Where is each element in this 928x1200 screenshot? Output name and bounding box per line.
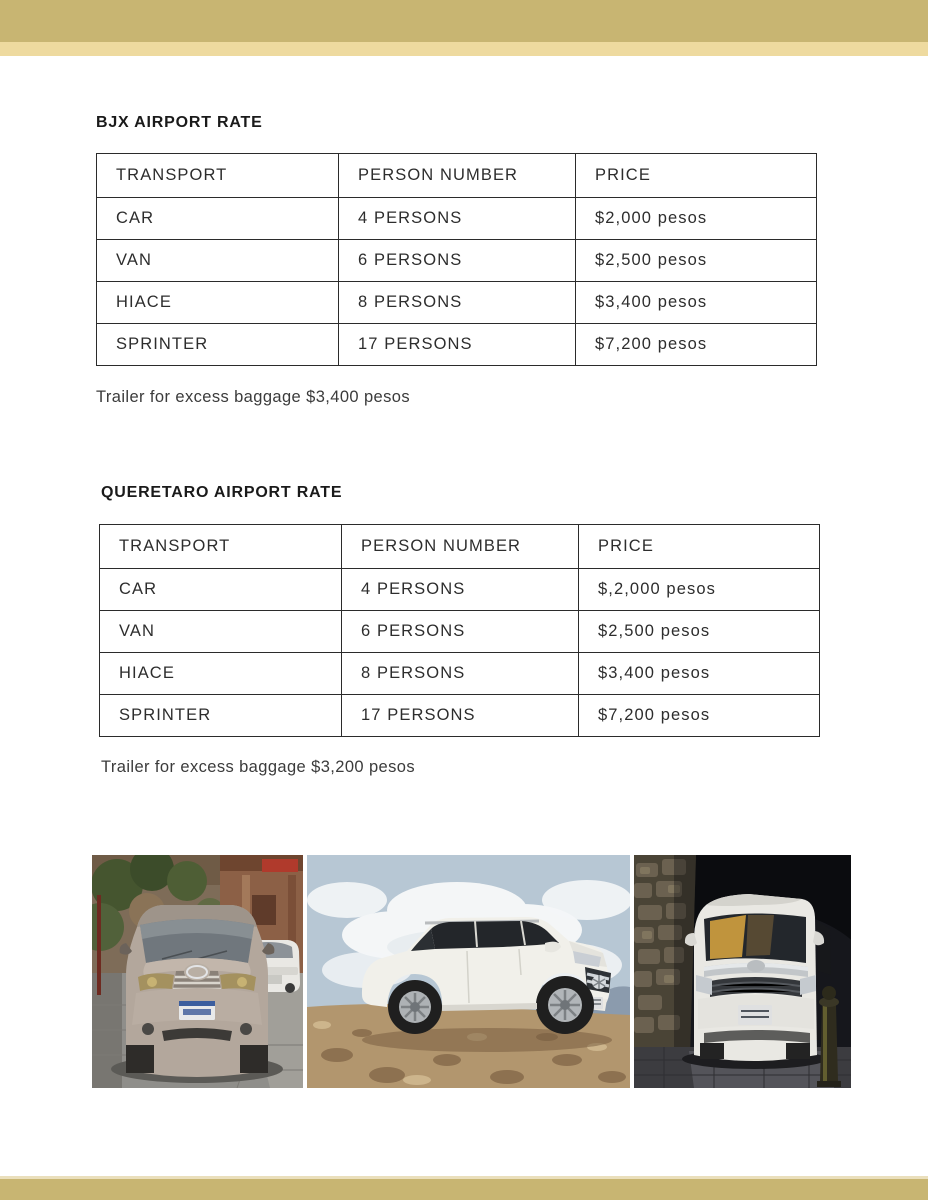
white-van-tunnel-photo <box>634 855 851 1088</box>
cell-price: $3,400 pesos <box>579 653 820 695</box>
cell-persons: 4 PERSONS <box>339 198 576 240</box>
bjx-rate-table <box>96 153 817 366</box>
cell-transport: SPRINTER <box>100 695 342 737</box>
cell-persons: 4 PERSONS <box>342 569 579 611</box>
table-header-row <box>100 525 820 569</box>
cell-price: $7,200 pesos <box>579 695 820 737</box>
table-row <box>100 653 820 695</box>
table-row <box>97 324 817 366</box>
table-row <box>100 695 820 737</box>
table-row <box>97 240 817 282</box>
column-header-price: PRICE <box>576 154 817 198</box>
cell-persons: 17 PERSONS <box>342 695 579 737</box>
section-title-bjx: BJX AIRPORT RATE <box>96 114 263 131</box>
cell-price: $,2,000 pesos <box>579 569 820 611</box>
trailer-note-bjx: Trailer for excess baggage $3,400 pesos <box>96 388 411 406</box>
cell-persons: 6 PERSONS <box>339 240 576 282</box>
bottom-gold-band <box>0 1179 928 1200</box>
cell-price: $2,500 pesos <box>579 611 820 653</box>
cell-transport: VAN <box>97 240 339 282</box>
column-header-price: PRICE <box>579 525 820 569</box>
cell-transport: CAR <box>97 198 339 240</box>
cell-transport: VAN <box>100 611 342 653</box>
column-header-transport: TRANSPORT <box>97 154 339 198</box>
cell-persons: 17 PERSONS <box>339 324 576 366</box>
cell-transport: HIACE <box>100 653 342 695</box>
column-header-person-number: PERSON NUMBER <box>339 154 576 198</box>
table-row <box>97 282 817 324</box>
cell-persons: 8 PERSONS <box>339 282 576 324</box>
table-row <box>100 569 820 611</box>
cell-price: $3,400 pesos <box>576 282 817 324</box>
vehicle-photos-row <box>92 855 851 1088</box>
cell-transport: HIACE <box>97 282 339 324</box>
column-header-person-number: PERSON NUMBER <box>342 525 579 569</box>
top-gold-band <box>0 0 928 42</box>
top-light-gold-band <box>0 42 928 56</box>
cell-price: $2,500 pesos <box>576 240 817 282</box>
cell-price: $7,200 pesos <box>576 324 817 366</box>
table-header-row <box>97 154 817 198</box>
section-title-queretaro: QUERETARO AIRPORT RATE <box>101 484 343 501</box>
queretaro-rate-table <box>99 524 820 737</box>
table-row <box>100 611 820 653</box>
silver-minivan-street-photo <box>92 855 303 1088</box>
cell-persons: 6 PERSONS <box>342 611 579 653</box>
cell-transport: SPRINTER <box>97 324 339 366</box>
cell-persons: 8 PERSONS <box>342 653 579 695</box>
table-row <box>97 198 817 240</box>
cell-transport: CAR <box>100 569 342 611</box>
column-header-transport: TRANSPORT <box>100 525 342 569</box>
cell-price: $2,000 pesos <box>576 198 817 240</box>
trailer-note-queretaro: Trailer for excess baggage $3,200 pesos <box>101 758 416 776</box>
white-suv-rocks-photo <box>307 855 630 1088</box>
